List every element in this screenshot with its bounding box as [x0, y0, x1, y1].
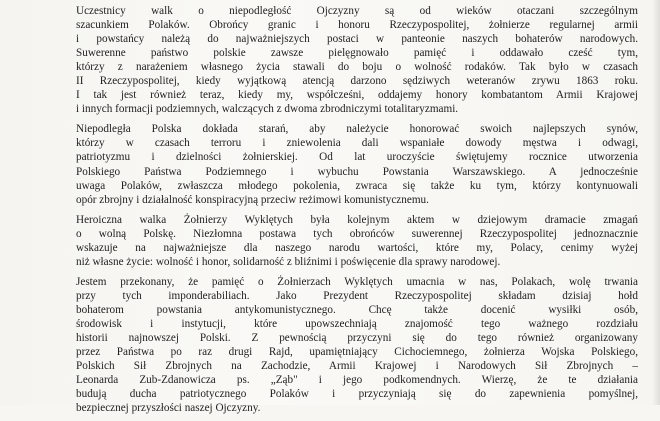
text-line: Uczestnicy walk o niepodległość Ojczyzny są od wieków otaczani szczególnym: [76, 5, 638, 17]
text-line: I tak jest również teraz, kiedy my, współcześni, oddajemy honory kombatantom Armii Krajowej: [76, 89, 638, 102]
text-line: historii najnowszej Polski. Z pewnością przyczyni się do tego również organizowany: [76, 332, 638, 345]
text-line: przy tych imponderabiliach. Jako Prezydent Rzeczypospolitej składam dzisiaj hołd: [76, 289, 638, 302]
text-line: opór zbrojny i działalność konspiracyjną przeciw reżimowi komunistycznemu.: [76, 193, 429, 206]
page-edge-shadow: [652, 0, 660, 405]
text-line: wskazuje na najważniejsze dla naszego narodu wartości, które my, Polacy, cenimy wyżej: [76, 241, 638, 254]
text-line: Polskiego Państwa Podziemnego i wybuchu Powstania Warszawskiego. A jednocześnie: [76, 165, 638, 178]
paragraph-1: [76, 4, 638, 116]
text-line: Heroiczna walka Żołnierzy Wyklętych była kolejnym aktem w dziejowym dramacie zmagań: [76, 213, 638, 226]
text-line: którzy w czasach terroru i zniewolenia dali wspaniałe dowody męstwa i odwagi,: [76, 137, 638, 150]
text-line: budują ducha patriotycznego Polaków i przyczyniają się do zapewnienia pomyślnej,: [76, 388, 638, 401]
text-line: niż własne życie: wolność i honor, solidarność z bliźnimi i poświęcenie dla sprawy narodowej.: [76, 255, 501, 268]
text-line: Jestem przekonany, że pamięć o Żołnierzach Wyklętych umacnia w nas, Polakach, wolę trwania: [76, 275, 638, 288]
text-line: Polskich Sił Zbrojnych na Zachodzie, Armii Krajowej i Narodowych Sił Zbrojnych –: [76, 360, 638, 373]
text-line: Suwerenne państwo polskie zawsze pielęgnowało pamięć i oddawało cześć tym,: [76, 47, 638, 60]
text-line: którzy z narażeniem własnego życia stawali do boju o wolność rodaków. Tak było w czasach: [76, 61, 638, 74]
paragraph-2: [76, 122, 638, 206]
text-line: Niepodległa Polska dokłada starań, aby należycie honorować swoich najlepszych synów,: [76, 123, 638, 136]
text-line: szacunkiem Polaków. Obrońcy granic i honoru Rzeczypospolitej, żołnierze regularnej armii: [76, 19, 638, 32]
paragraph-3: [76, 213, 638, 269]
text-line: II Rzeczypospolitej, kiedy wyjątkową atencją darzono sędziwych weteranów zrywu 1863 roku.: [76, 75, 638, 88]
text-line: i innych formacji podziemnych, walczących z dwoma zbrodniczymi totalitaryzmami.: [76, 103, 459, 116]
text-line: o wolną Polskę. Niezłomna postawa tych obrońców suwerennej Rzeczypospolitej jednoznacznie: [76, 227, 638, 240]
text-line: i powstańcy należą do najważniejszych postaci w panteonie naszych bohaterów narodowych.: [76, 33, 638, 46]
text-line: środowisk i instytucji, które upowszechniają znajomość tego ważnego rozdziału: [76, 317, 638, 330]
letter-body: [76, 4, 638, 421]
text-line: Leonarda Zub-Zdanowicza ps. „Ząb" i jego podkomendnych. Wierzę, że te działania: [76, 374, 638, 387]
text-line: przez Państwa po raz drugi Rajd, upamiętniający Cichociemnego, żołnierza Wojska Polskiego,: [76, 346, 638, 359]
text-line: bezpiecznej przyszłości naszej Ojczyzny.: [76, 402, 261, 415]
text-line: uwaga Polaków, zwłaszcza młodego pokolenia, zwraca się także ku tym, którzy kontynuowali: [76, 179, 638, 192]
text-line: bohaterom powstania antykomunistycznego. Chcę także docenić wysiłki osób,: [76, 303, 638, 316]
text-line: patriotyzmu i dzielności żołnierskiej. Od lat uroczyście świętujemy rocznice utworzenia: [76, 151, 638, 164]
paragraph-4: [76, 275, 638, 415]
